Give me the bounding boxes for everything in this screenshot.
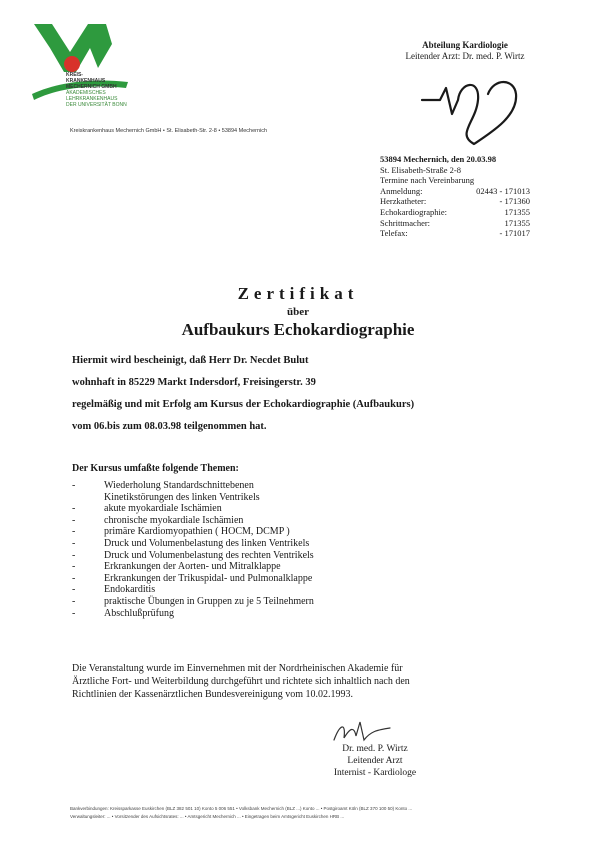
department-header <box>380 40 550 62</box>
sender-address-line: Kreiskrankenhaus Mechernich GmbH • St. Elisabeth-Str. 2-8 • 53894 Mechernich <box>70 128 268 134</box>
certification-statement: Hiermit wird bescheinigt, daß Herr Dr. Necdet Bulut wohnhaft in 85229 Markt Indersdorf, Freisingerstr. 39 regelmäßig und mit Erfolg am Kursus der Echokardiographie (Aufbaukurs) vom 06.bis zum 08.03.98 teilgenommen hat. <box>72 355 415 432</box>
closing-paragraph: Die Veranstaltung wurde im Einvernehmen mit der Nordrheinischen Akademie für Ärztliche Fort- und Weiterbildung durchgeführt und richtete sich inhaltlich nach den Richtlinien der Kassenärztlichen Bundesvereinigung vom 10.02.1993. <box>72 663 410 700</box>
list-item: - Erkrankungen der Trikuspidal- und Pulmonalklappe <box>72 572 313 584</box>
course-title: Aufbaukurs Echokardiographie <box>181 320 415 339</box>
contact-row: Schrittmacher: 171355 <box>380 217 530 228</box>
contact-row: Echokardiographie: 171355 <box>380 206 530 217</box>
signatory-specialty: Internist - Kardiologe <box>333 768 417 778</box>
handwritten-signature <box>330 718 400 746</box>
list-item: - Endokarditis <box>72 584 156 596</box>
signatory-block <box>300 743 450 779</box>
certificate-over: über <box>287 306 309 318</box>
heart-ecg-icon <box>420 70 528 148</box>
list-item: - Erkrankungen der Aorten- und Mitralklappe <box>72 561 281 573</box>
list-item: - Wiederholung Standardschnittebenen <box>72 480 254 491</box>
signatory-role: Leitender Arzt <box>347 756 403 766</box>
contact-block <box>380 154 530 239</box>
contact-row: Telefax: - 171017 <box>380 228 530 239</box>
list-item: - Abschlußprüfung <box>72 607 174 619</box>
contact-row: Anmeldung: 02443 - 171013 <box>380 185 530 196</box>
list-item: - Druck und Volumenbelastung des linken Ventrikels <box>72 537 310 549</box>
place-date: 53894 Mechernich, den 20.03.98 <box>380 154 497 164</box>
footer-bank-details: Bankverbindungen: Kreissparkasse Euskirchen (BLZ 382 501 10) Konto 5 006 551 • Volksbank Mechernich (BLZ ...) Konto ... • Postgiroamt Köln (BLZ 370 100 50) Konto ... Verwaltungsleiter: ... • Vorsitzender des Aufsichtsrates: ... • Amtsgericht Mechernich ... • Eingetragen beim Amtsgericht Euskirchen HRB ... <box>70 806 413 819</box>
list-item: - primäre Kardiomyopathien ( HOCM, DCMP ) <box>72 526 290 538</box>
department-chief: Leitender Arzt: Dr. med. P. Wirtz <box>405 51 525 61</box>
appointments-note: Termine nach Vereinbarung <box>380 175 475 186</box>
list-item: Kinetikstörungen des linken Ventrikels <box>104 491 260 503</box>
list-item: - chronische myokardiale Ischämien <box>72 514 244 526</box>
certificate-title: Zertifikat <box>237 284 359 303</box>
department-title: Abteilung Kardiologie <box>422 40 508 50</box>
list-item: - praktische Übungen in Gruppen zu je 5 Teilnehmern <box>72 595 314 607</box>
topics-list <box>72 480 492 619</box>
topics-heading: Der Kursus umfaßte folgende Themen: <box>72 463 239 474</box>
logo-wordmark: KREIS- KRANKENHAUS MECHERNICH GMBH AKADEMISCHES LEHRKRANKENHAUS DER UNIVERSITÄT BONN <box>66 72 127 108</box>
signatory-name: Dr. med. P. Wirtz <box>342 744 408 754</box>
list-item: - Druck und Volumenbelastung des rechten Ventrikels <box>72 549 314 561</box>
street-address: St. Elisabeth-Straße 2-8 <box>380 164 461 175</box>
list-item: - akute myokardiale Ischämien <box>72 503 222 515</box>
contact-row: Herzkatheter: - 171360 <box>380 196 530 207</box>
